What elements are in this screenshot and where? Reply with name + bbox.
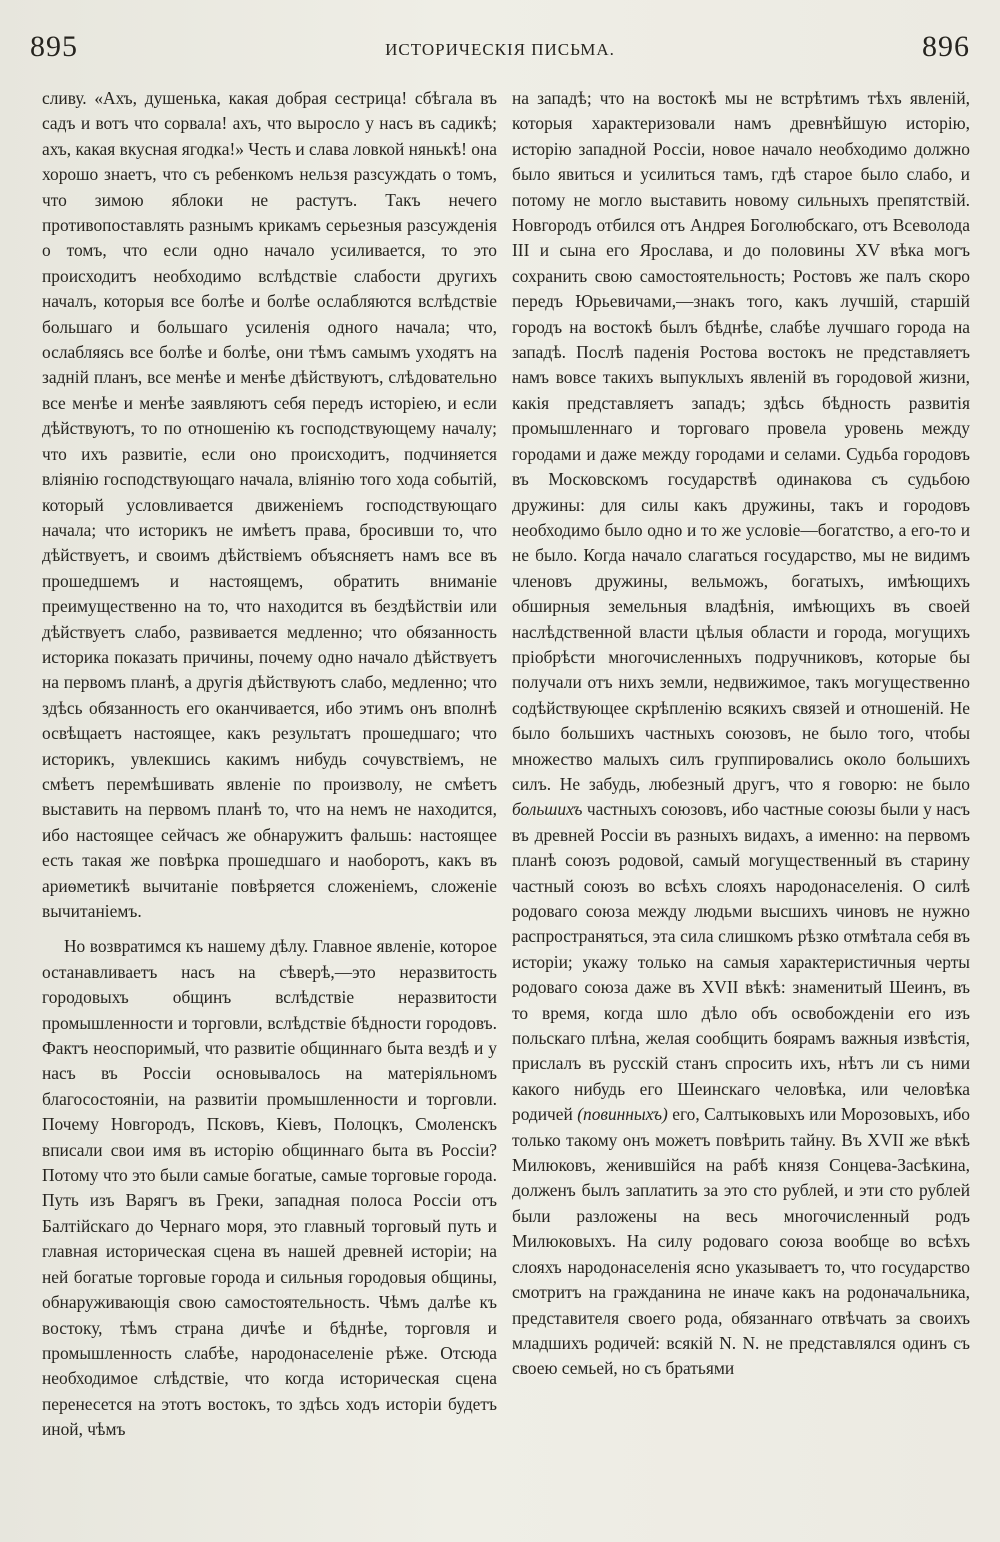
text-run: частныхъ союзовъ, ибо частные союзы были у насъ въ древней Россіи въ разныхъ видахъ, а именно: на первомъ планѣ союзъ родовой, самый могущественный въ старину частный союзъ во всѣхъ слояхъ народонаселенія. О силѣ родоваго союза между людьми высшихъ чиновъ не нужно распространяться, эта сила слишкомъ рѣзко отмѣтала себя въ исторіи; укажу только на самыя характеристичныя черты родоваго союза даже въ XVII вѣкѣ: знаменитый Шеинъ, въ то время, когда шло дѣло объ освобожденіи его изъ польскаго плѣна, желая сообщить боярамъ важныя извѣстія, прислалъ въ русскій станъ спросить ихъ, нѣтъ ли съ ними какого нибудь его Шеинскаго человѣка, или человѣка родичей — [512, 799, 970, 1125]
text-column-left — [42, 86, 497, 1443]
page-header — [30, 30, 970, 80]
paragraph — [512, 86, 970, 1382]
paragraph: Но возвратимся къ нашему дѣлу. Главное явленіе, которое останавливаетъ насъ на сѣверѣ,—это неразвитость городовыхъ общинъ вслѣдствіе неразвитости промышленности и торговли, вслѣдствіе бѣдности городовъ. Фактъ неоспоримый, что развитіе общиннаго быта вездѣ и у насъ въ Россіи основывалось на матеріяльномъ благосостояніи, на развитіи промышленности и торговли. Почему Новгородъ, Псковъ, Кіевъ, Полоцкъ, Смоленскъ вписали свои имя въ исторію общиннаго быта въ Россіи? Потому что это были самые богатые, самые торговые города. Путь изъ Варягъ въ Греки, западная полоса Россіи отъ Балтійскаго до Чернаго моря, это главный торговый путь и главная историческая сцена въ нашей древней исторіи; на ней богатые торговые города и сильныя городовыя общины, обнаруживающія свою самостоятельность. Чѣмъ далѣе къ востоку, тѣмъ страна дичѣе и бѣднѣе, торговля и промышленность слабѣе, народонаселеніе рѣже. Отсюда необходимое слѣдствіе, что когда историческая сцена перенесется на этотъ востокъ, то здѣсь ходъ исторіи будетъ иной, чѣмъ — [42, 936, 497, 1440]
emphasis-text: (повинныхъ) — [577, 1104, 668, 1125]
running-title: ИСТОРИЧЕСКІЯ ПИСЬМА. — [385, 40, 615, 59]
text-run: его, Салтыковыхъ или Морозовыхъ, ибо только такому онъ можетъ повѣрить тайну. Въ XVII же вѣкѣ Милюковъ, женившійся на рабѣ князя Сонцева-Засѣкина, долженъ былъ заплатить за это сто рублей, и эти сто рублей были разложены на весь многочисленный родъ Милюковыхъ. На силу родоваго союза вообще во всѣхъ слояхъ народонаселенія ясно указываетъ то, что государство смотритъ на гражданина не иначе какъ на родоначальника, представителя своего рода, обязаннаго отвѣчать за своихъ младшихъ родичей: всякій N. N. не представлялся одинъ съ своею семьей, но съ братьями — [512, 1104, 970, 1379]
page-number-left: 895 — [30, 30, 78, 63]
text-column-right — [512, 86, 970, 1382]
page-number-right: 896 — [922, 30, 970, 63]
text-run: на западѣ; что на востокѣ мы не встрѣтимъ тѣхъ явленій, которыя характеризовали намъ древнѣйшую исторію, исторію западной Россіи, новое начало необходимо должно было явиться и усилиться тамъ, гдѣ старое было слабо, и потому не могло выставить новому сильныхъ препятствій. Новгородъ отбился отъ Андрея Боголюбскаго, отъ Всеволода III и сына его Ярослава, и до половины XV вѣка могъ сохранить свою самостоятельность; Ростовъ же палъ скоро передъ Юрьевичами,—знакъ того, какъ лучшій, старшій городъ на востокѣ былъ бѣднѣе, слабѣе лучшаго города на западѣ. Послѣ паденія Ростова востокъ не представляетъ намъ вовсе такихъ выпуклыхъ явленій въ городовой жизни, какія представляетъ западъ; здѣсь бѣдность развитія промышленнаго и торговаго провела уровень между городами и даже между городами и селами. Судьба городовъ въ Московскомъ государствѣ одинакова съ судьбою дружины: для силы какъ дружины, такъ и городовъ необходимо было одно и то же условіе—богатство, а его-то и не было. Когда начало слагаться государство, мы не видимъ членовъ дружины, вельможъ, богатыхъ, имѣющихъ обширныя земельныя владѣнія, имѣющихъ въ своей наслѣдственной власти цѣлыя области и города, могущихъ пріобрѣсти многочисленныхъ подручниковъ, которые бы получали отъ нихъ земли, недвижимое, такъ могущественно содѣйствующее скрѣпленію всякихъ связей и отношеній. Не было большихъ частныхъ союзовъ, не было того, чтобы множество малыхъ силъ группировались около большихъ силъ. Не забудь, любезный другъ, что я говорю: не было — [512, 88, 970, 794]
emphasis-text: большихъ — [512, 799, 583, 820]
paragraph: сливу. «Ахъ, душенька, какая добрая сестрица! сбѣгала въ садъ и вотъ что сорвала! ахъ, что выросло у насъ въ садикѣ; ахъ, какая вкусная ягодка!» Честь и слава ловкой нянькѣ! она хорошо знаетъ, что съ ребенкомъ нельзя разсуждать о томъ, что зимою яблоки не растутъ. Такъ нечего противопоставлять разнымъ крикамъ серьезныя разсужденія о томъ, что если одно начало усиливается, то это происходитъ необходимо вслѣдствіе слабости другихъ началъ, которыя все болѣе и болѣе ослабляются вслѣдствіе большаго и большаго усиленія одного начала; что, ослабляясь все болѣе и болѣе, они тѣмъ самымъ уходятъ на задній планъ, все менѣе и менѣе дѣйствуютъ, слѣдовательно все менѣе и менѣе заявляютъ себя передъ исторіею, и если дѣйствуютъ, то по отношенію къ господствующему началу; что ихъ развитіе, если оно происходитъ, подчиняется вліянію господствующаго начала, вліянію того хода событій, который условливается движеніемъ господствующаго начала; что историкъ не имѣетъ права, бросивши то, что дѣйствуетъ, и своимъ дѣйствіемъ объясняетъ намъ все въ прошедшемъ и настоящемъ, обратить вниманіе преимущественно на то, что находится въ бездѣйствіи или дѣйствуетъ слабо, развивается медленно; что обязанность историка показать причины, почему одно начало дѣйствуетъ на первомъ планѣ, а другія дѣйствуютъ слабо, медленно; что здѣсь обязанность его оканчивается, ибо этимъ онъ вполнѣ освѣщаетъ настоящее, какъ результатъ прошедшаго; что историкъ, увлекшись какимъ нибудь сочувствіемъ, не смѣетъ перемѣшивать явленіе по произволу, не смѣетъ выставить на первомъ планѣ то, что на немъ не находится, ибо настоящее сейчасъ же обнаружитъ фальшь: настоящее есть такая же повѣрка прошедшаго и наоборотъ, какъ въ ариѳметикѣ вычитаніе повѣряется сложеніемъ, сложеніе вычитаніемъ. — [42, 88, 497, 921]
